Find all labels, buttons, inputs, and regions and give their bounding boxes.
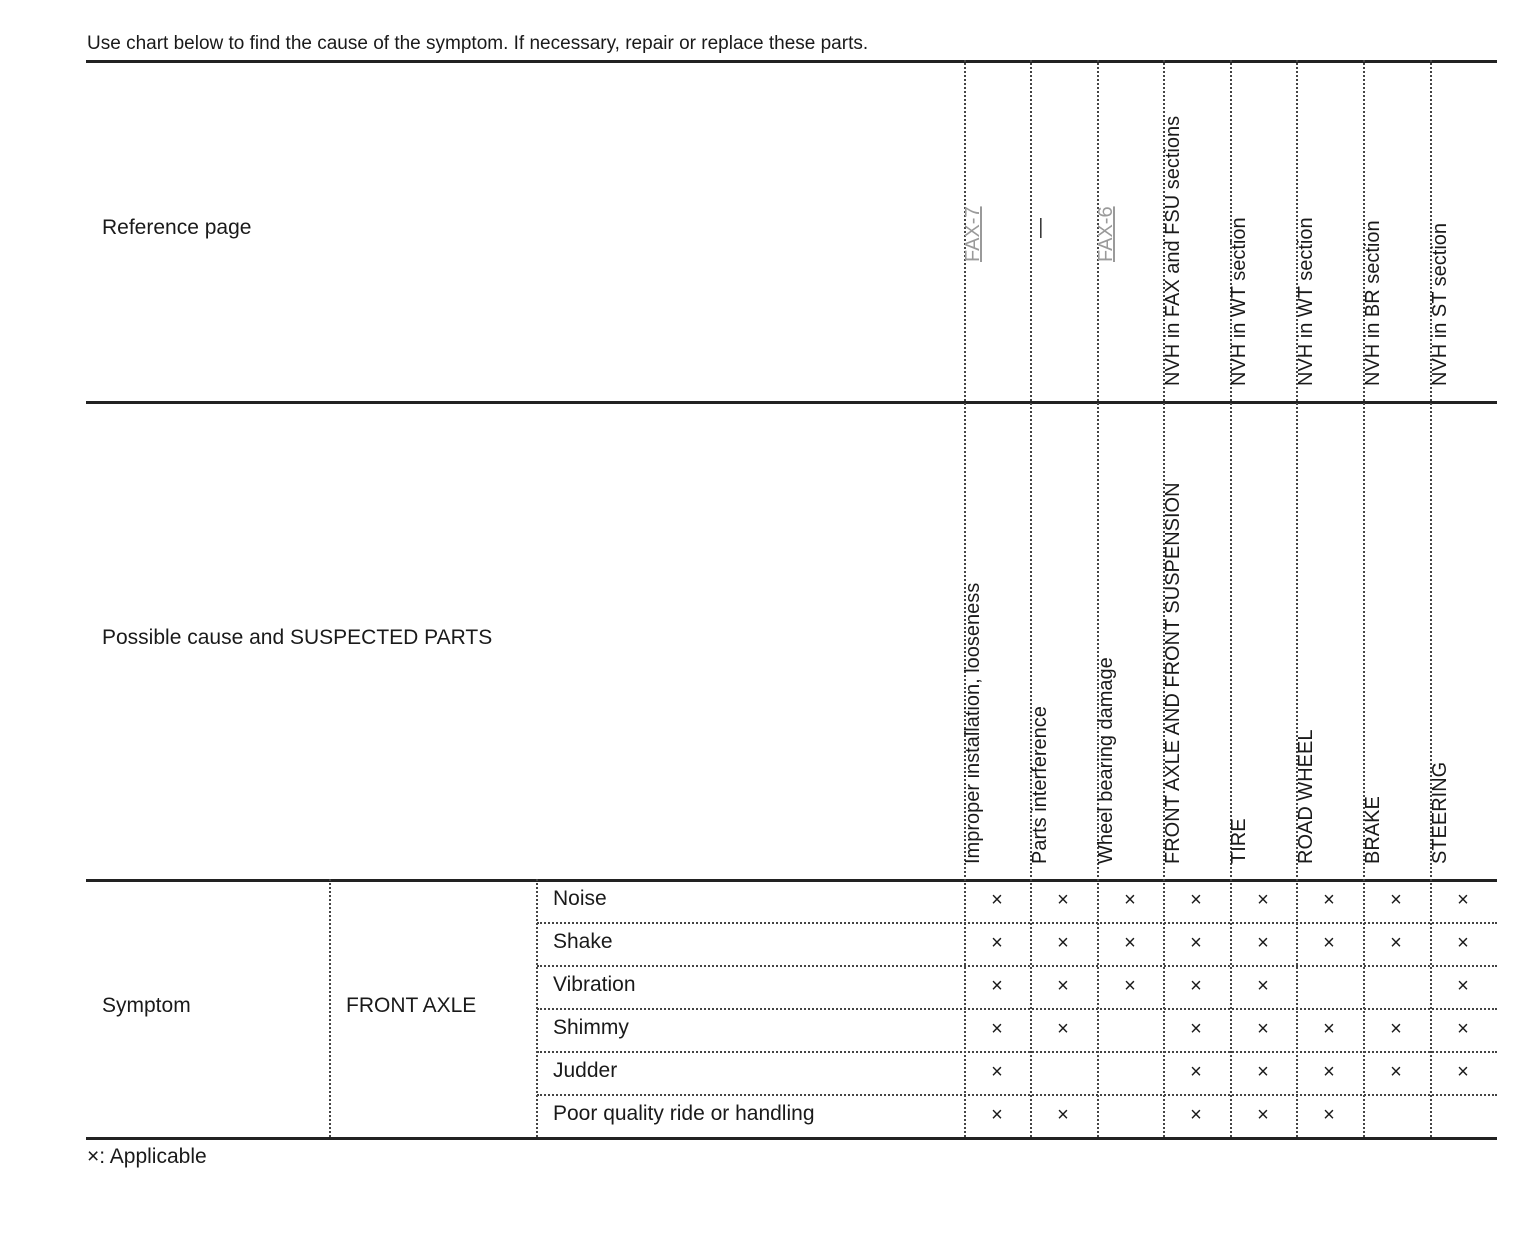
applicable-mark: × <box>1323 889 1335 911</box>
applicable-mark: × <box>1124 932 1136 954</box>
applicable-mark: × <box>991 975 1003 997</box>
applicable-mark: × <box>1190 1104 1202 1126</box>
applicable-mark: × <box>1124 889 1136 911</box>
cause-text: Parts interference <box>1028 706 1051 864</box>
applicable-mark: × <box>991 1018 1003 1040</box>
applicable-mark: × <box>1323 1018 1335 1040</box>
applicable-mark: × <box>1190 1018 1202 1040</box>
applicable-mark: × <box>1390 889 1402 911</box>
applicable-mark: × <box>1457 889 1469 911</box>
applicable-mark: × <box>1057 889 1069 911</box>
reference-link[interactable]: FAX-7 <box>962 206 984 262</box>
bottom-rule <box>86 1137 1497 1140</box>
applicable-mark: × <box>1057 1104 1069 1126</box>
applicable-mark: × <box>1390 1018 1402 1040</box>
row-rule <box>537 1008 1497 1010</box>
applicable-mark: × <box>1057 1018 1069 1040</box>
applicable-mark: × <box>1257 1018 1269 1040</box>
applicable-mark: × <box>991 1104 1003 1126</box>
group-rule <box>329 879 331 1137</box>
intro-text: Use chart below to find the cause of the symptom. If necessary, repair or replace these parts. <box>87 33 869 54</box>
reference-link[interactable]: FAX-6 <box>1095 206 1117 262</box>
applicable-mark: × <box>1190 1061 1202 1083</box>
symptom-row-label: Shimmy <box>553 1016 629 1039</box>
applicable-mark: × <box>991 932 1003 954</box>
symptom-row-label: Vibration <box>553 973 636 996</box>
applicable-mark: × <box>1457 975 1469 997</box>
applicable-mark: × <box>1457 1018 1469 1040</box>
applicable-mark: × <box>1257 1104 1269 1126</box>
row-rule <box>537 965 1497 967</box>
cause-text: TIRE <box>1228 818 1250 864</box>
row-rule <box>537 1094 1497 1096</box>
front-axle-label: FRONT AXLE <box>346 994 477 1017</box>
symptom-row-label: Shake <box>553 930 613 953</box>
applicable-mark: × <box>1190 932 1202 954</box>
cause-text: STEERING <box>1428 761 1451 864</box>
reference-text: NVH in ST section <box>1428 222 1451 386</box>
reference-text: NVH in WT section <box>1228 217 1250 386</box>
applicable-mark: × <box>1323 1104 1335 1126</box>
cause-text: ROAD WHEEL <box>1294 729 1317 864</box>
applicable-mark: × <box>1257 1061 1269 1083</box>
cause-text: BRAKE <box>1361 796 1384 864</box>
reference-text: — <box>1028 218 1051 238</box>
header-bottom-rule <box>86 879 1497 882</box>
applicable-mark: × <box>1190 975 1202 997</box>
top-rule <box>86 60 1497 63</box>
cause-text: Improper installation, looseness <box>962 582 984 864</box>
applicable-mark: × <box>1057 932 1069 954</box>
applicable-mark: × <box>1457 1061 1469 1083</box>
cause-text: Wheel bearing damage <box>1095 657 1117 864</box>
applicable-mark: × <box>1190 889 1202 911</box>
reference-row-rule <box>86 401 1497 404</box>
row-rule <box>537 1051 1497 1053</box>
applicable-mark: × <box>1257 932 1269 954</box>
applicable-mark: × <box>1124 975 1136 997</box>
reference-text: NVH in BR section <box>1361 220 1384 386</box>
applicable-mark: × <box>991 1061 1003 1083</box>
applicable-mark: × <box>1390 932 1402 954</box>
row-rule <box>537 922 1497 924</box>
reference-text: NVH in WT section <box>1294 217 1317 386</box>
applicable-mark: × <box>1457 932 1469 954</box>
applicable-mark: × <box>1257 975 1269 997</box>
symptom-row-label: Poor quality ride or handling <box>553 1102 815 1125</box>
possible-cause-label: Possible cause and SUSPECTED PARTS <box>102 626 493 649</box>
applicable-mark: × <box>1323 932 1335 954</box>
reference-page-label: Reference page <box>102 216 252 239</box>
applicable-mark: × <box>991 889 1003 911</box>
footnote: ×: Applicable <box>87 1145 207 1168</box>
applicable-mark: × <box>1257 889 1269 911</box>
symptom-rule <box>536 879 538 1137</box>
symptom-row-label: Noise <box>553 887 607 910</box>
reference-text: NVH in FAX and FSU sections <box>1161 115 1184 386</box>
symptom-label: Symptom <box>102 994 191 1017</box>
cause-text: FRONT AXLE AND FRONT SUSPENSION <box>1161 482 1184 864</box>
symptom-row-label: Judder <box>553 1059 618 1082</box>
applicable-mark: × <box>1323 1061 1335 1083</box>
applicable-mark: × <box>1390 1061 1402 1083</box>
applicable-mark: × <box>1057 975 1069 997</box>
